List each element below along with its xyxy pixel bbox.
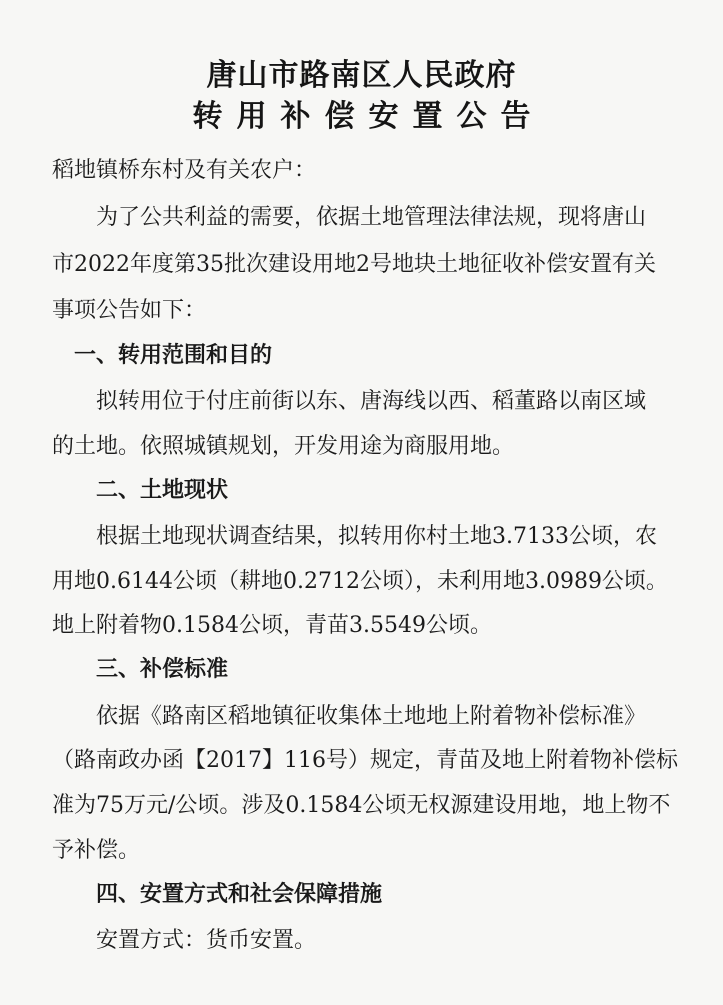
section-1-heading: 一、转用范围和目的 — [52, 343, 273, 368]
intro-line-2: 市2022年度第35批次建设用地2号地块土地征收补偿安置有关 — [52, 252, 656, 277]
document-title-line-1: 唐山市路南区人民政府 — [206, 58, 517, 93]
section-3-line-1: 依据《路南区稻地镇征收集体土地地上附着物补偿标准》 — [52, 704, 647, 729]
section-2-line-2: 用地0.6144公顷（耕地0.2712公顷），未利用地3.0989公顷。 — [52, 569, 668, 594]
intro-line-1: 为了公共利益的需要，依据土地管理法律法规，现将唐山 — [52, 205, 647, 230]
document-title-line-2: 转用补偿安置公告 — [192, 99, 545, 134]
section-2-line-1: 根据土地现状调查结果，拟转用你村土地3.7133公顷，农 — [52, 524, 657, 549]
section-3-heading: 三、补偿标准 — [52, 657, 229, 682]
section-4-heading: 四、安置方式和社会保障措施 — [52, 882, 383, 907]
section-1-line-1: 拟转用位于付庄前街以东、唐海线以西、稻董路以南区域 — [52, 389, 647, 414]
section-2-line-3: 地上附着物0.1584公顷，青苗3.5549公顷。 — [52, 613, 492, 638]
section-3-line-3: 准为75万元/公顷。涉及0.1584公顷无权源建设用地，地上物不 — [52, 793, 671, 818]
addressee: 稻地镇桥东村及有关农户： — [52, 158, 317, 183]
section-1-line-2: 的土地。依照城镇规划，开发用途为商服用地。 — [52, 434, 515, 459]
section-3-line-2: （路南政办函【2017】116号）规定，青苗及地上附着物补偿标 — [52, 748, 678, 773]
intro-line-3: 事项公告如下： — [52, 298, 207, 323]
section-4-line-1: 安置方式：货币安置。 — [52, 928, 317, 953]
section-2-heading: 二、土地现状 — [52, 478, 229, 503]
section-3-line-4: 予补偿。 — [52, 838, 141, 863]
